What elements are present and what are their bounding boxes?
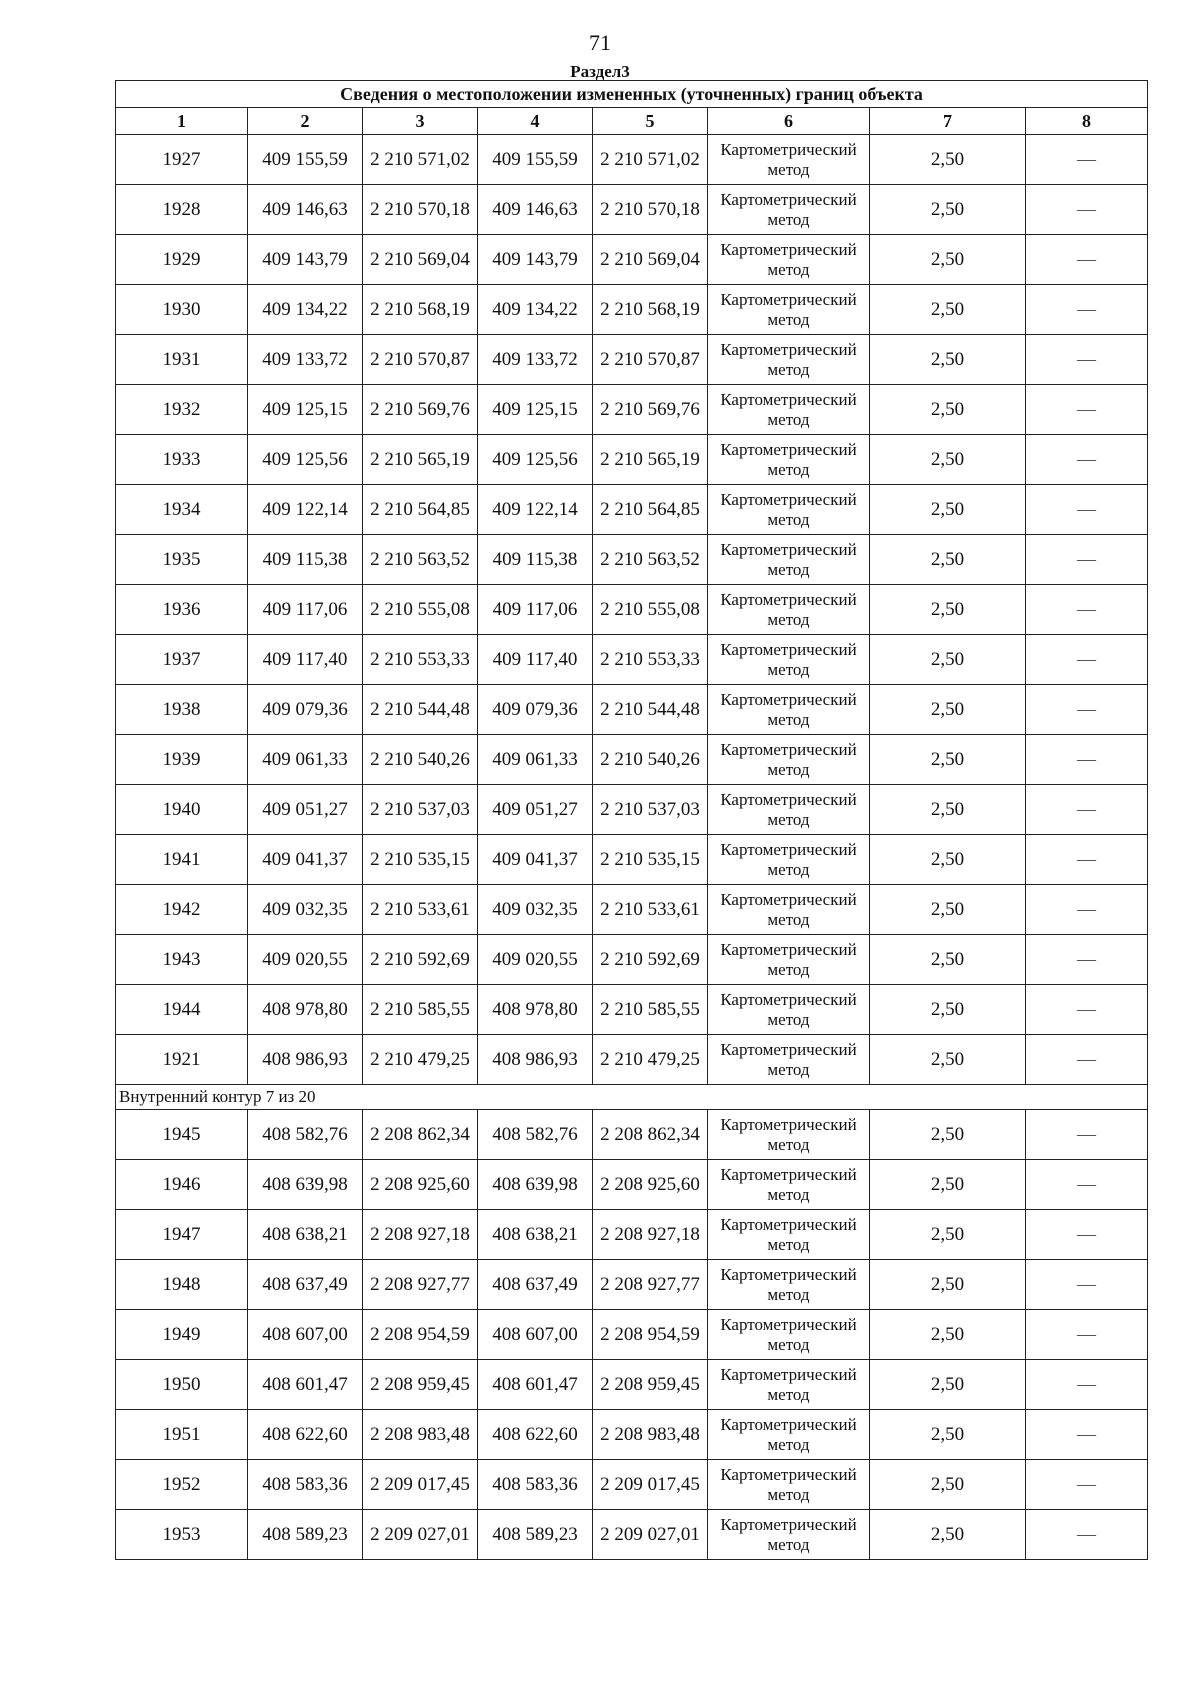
point-number-cell: 1953 (116, 1510, 248, 1560)
x-new-cell: 409 061,33 (478, 735, 593, 785)
x-new-cell: 409 051,27 (478, 785, 593, 835)
accuracy-cell: 2,50 (870, 785, 1026, 835)
table-row (116, 835, 1148, 885)
note-cell: — (1026, 335, 1148, 385)
column-number-2: 2 (248, 108, 363, 135)
x-new-cell: 408 637,49 (478, 1260, 593, 1310)
table-row (116, 1410, 1148, 1460)
x-existing-cell: 409 125,15 (248, 385, 363, 435)
x-existing-cell: 408 637,49 (248, 1260, 363, 1310)
y-new-cell: 2 210 564,85 (593, 485, 708, 535)
note-cell: — (1026, 935, 1148, 985)
accuracy-cell: 2,50 (870, 1410, 1026, 1460)
y-existing-cell: 2 208 925,60 (363, 1160, 478, 1210)
table-row (116, 235, 1148, 285)
y-existing-cell: 2 210 569,76 (363, 385, 478, 435)
method-cell: Картометрический метод (708, 485, 870, 535)
method-cell: Картометрический метод (708, 1310, 870, 1360)
y-new-cell: 2 210 569,04 (593, 235, 708, 285)
column-number-1: 1 (116, 108, 248, 135)
x-existing-cell: 409 115,38 (248, 535, 363, 585)
x-new-cell: 408 638,21 (478, 1210, 593, 1260)
table-row (116, 1035, 1148, 1085)
accuracy-cell: 2,50 (870, 1510, 1026, 1560)
note-cell: — (1026, 1410, 1148, 1460)
y-existing-cell: 2 210 565,19 (363, 435, 478, 485)
accuracy-cell: 2,50 (870, 685, 1026, 735)
method-cell: Картометрический метод (708, 1410, 870, 1460)
x-existing-cell: 409 032,35 (248, 885, 363, 935)
y-new-cell: 2 209 027,01 (593, 1510, 708, 1560)
method-cell: Картометрический метод (708, 1260, 870, 1310)
column-number-4: 4 (478, 108, 593, 135)
method-cell: Картометрический метод (708, 835, 870, 885)
point-number-cell: 1940 (116, 785, 248, 835)
note-cell: — (1026, 1510, 1148, 1560)
y-new-cell: 2 208 954,59 (593, 1310, 708, 1360)
x-new-cell: 408 978,80 (478, 985, 593, 1035)
y-new-cell: 2 210 569,76 (593, 385, 708, 435)
note-cell: — (1026, 1310, 1148, 1360)
note-cell: — (1026, 635, 1148, 685)
y-existing-cell: 2 208 983,48 (363, 1410, 478, 1460)
note-cell: — (1026, 135, 1148, 185)
method-cell: Картометрический метод (708, 1110, 870, 1160)
y-new-cell: 2 210 555,08 (593, 585, 708, 635)
method-cell: Картометрический метод (708, 1210, 870, 1260)
point-number-cell: 1947 (116, 1210, 248, 1260)
method-cell: Картометрический метод (708, 935, 870, 985)
x-new-cell: 409 020,55 (478, 935, 593, 985)
accuracy-cell: 2,50 (870, 585, 1026, 635)
accuracy-cell: 2,50 (870, 935, 1026, 985)
x-existing-cell: 409 041,37 (248, 835, 363, 885)
x-existing-cell: 408 639,98 (248, 1160, 363, 1210)
method-cell: Картометрический метод (708, 1460, 870, 1510)
note-cell: — (1026, 535, 1148, 585)
table-row (116, 985, 1148, 1035)
x-existing-cell: 409 133,72 (248, 335, 363, 385)
y-new-cell: 2 210 544,48 (593, 685, 708, 735)
point-number-cell: 1952 (116, 1460, 248, 1510)
accuracy-cell: 2,50 (870, 985, 1026, 1035)
accuracy-cell: 2,50 (870, 1210, 1026, 1260)
method-cell: Картометрический метод (708, 1160, 870, 1210)
x-new-cell: 409 133,72 (478, 335, 593, 385)
table-row (116, 685, 1148, 735)
x-new-cell: 408 582,76 (478, 1110, 593, 1160)
table-row (116, 1160, 1148, 1210)
accuracy-cell: 2,50 (870, 385, 1026, 435)
x-new-cell: 409 125,15 (478, 385, 593, 435)
note-cell: — (1026, 585, 1148, 635)
accuracy-cell: 2,50 (870, 335, 1026, 385)
table-row (116, 1260, 1148, 1310)
x-new-cell: 409 146,63 (478, 185, 593, 235)
column-number-row (116, 108, 1148, 135)
x-existing-cell: 409 061,33 (248, 735, 363, 785)
x-new-cell: 409 122,14 (478, 485, 593, 535)
point-number-cell: 1934 (116, 485, 248, 535)
y-new-cell: 2 210 570,87 (593, 335, 708, 385)
x-new-cell: 409 115,38 (478, 535, 593, 585)
y-existing-cell: 2 210 568,19 (363, 285, 478, 335)
accuracy-cell: 2,50 (870, 435, 1026, 485)
x-new-cell: 409 117,40 (478, 635, 593, 685)
x-new-cell: 408 601,47 (478, 1360, 593, 1410)
x-existing-cell: 408 638,21 (248, 1210, 363, 1260)
y-existing-cell: 2 210 592,69 (363, 935, 478, 985)
accuracy-cell: 2,50 (870, 1460, 1026, 1510)
note-cell: — (1026, 1035, 1148, 1085)
y-new-cell: 2 208 927,18 (593, 1210, 708, 1260)
y-existing-cell: 2 210 479,25 (363, 1035, 478, 1085)
note-cell: — (1026, 385, 1148, 435)
table-row (116, 185, 1148, 235)
x-existing-cell: 408 978,80 (248, 985, 363, 1035)
accuracy-cell: 2,50 (870, 185, 1026, 235)
point-number-cell: 1944 (116, 985, 248, 1035)
accuracy-cell: 2,50 (870, 1110, 1026, 1160)
note-cell: — (1026, 1210, 1148, 1260)
y-existing-cell: 2 210 540,26 (363, 735, 478, 785)
point-number-cell: 1932 (116, 385, 248, 435)
x-existing-cell: 409 143,79 (248, 235, 363, 285)
note-cell: — (1026, 1110, 1148, 1160)
method-cell: Картометрический метод (708, 685, 870, 735)
point-number-cell: 1946 (116, 1160, 248, 1210)
method-cell: Картометрический метод (708, 335, 870, 385)
method-cell: Картометрический метод (708, 235, 870, 285)
y-existing-cell: 2 210 555,08 (363, 585, 478, 635)
y-existing-cell: 2 208 927,77 (363, 1260, 478, 1310)
point-number-cell: 1943 (116, 935, 248, 985)
table-row (116, 485, 1148, 535)
x-existing-cell: 408 601,47 (248, 1360, 363, 1410)
table-row (116, 1360, 1148, 1410)
table-row (116, 585, 1148, 635)
x-existing-cell: 409 117,06 (248, 585, 363, 635)
column-number-3: 3 (363, 108, 478, 135)
accuracy-cell: 2,50 (870, 485, 1026, 535)
y-existing-cell: 2 208 959,45 (363, 1360, 478, 1410)
y-new-cell: 2 210 479,25 (593, 1035, 708, 1085)
accuracy-cell: 2,50 (870, 835, 1026, 885)
table-title: Сведения о местоположении измененных (уточненных) границ объекта (116, 81, 1148, 108)
table-row (116, 1110, 1148, 1160)
method-cell: Картометрический метод (708, 1360, 870, 1410)
y-new-cell: 2 210 585,55 (593, 985, 708, 1035)
y-new-cell: 2 210 540,26 (593, 735, 708, 785)
table-body (116, 135, 1148, 1560)
x-new-cell: 408 589,23 (478, 1510, 593, 1560)
y-new-cell: 2 210 565,19 (593, 435, 708, 485)
table-row (116, 285, 1148, 335)
x-new-cell: 409 041,37 (478, 835, 593, 885)
y-existing-cell: 2 210 570,18 (363, 185, 478, 235)
x-existing-cell: 409 146,63 (248, 185, 363, 235)
y-existing-cell: 2 210 537,03 (363, 785, 478, 835)
accuracy-cell: 2,50 (870, 135, 1026, 185)
note-cell: — (1026, 835, 1148, 885)
y-new-cell: 2 208 959,45 (593, 1360, 708, 1410)
x-existing-cell: 409 079,36 (248, 685, 363, 735)
accuracy-cell: 2,50 (870, 235, 1026, 285)
y-existing-cell: 2 209 017,45 (363, 1460, 478, 1510)
x-existing-cell: 409 051,27 (248, 785, 363, 835)
x-existing-cell: 409 020,55 (248, 935, 363, 985)
point-number-cell: 1930 (116, 285, 248, 335)
column-number-6: 6 (708, 108, 870, 135)
y-new-cell: 2 208 983,48 (593, 1410, 708, 1460)
accuracy-cell: 2,50 (870, 1310, 1026, 1360)
x-new-cell: 409 134,22 (478, 285, 593, 335)
x-existing-cell: 408 607,00 (248, 1310, 363, 1360)
note-cell: — (1026, 735, 1148, 785)
x-new-cell: 408 986,93 (478, 1035, 593, 1085)
x-existing-cell: 409 155,59 (248, 135, 363, 185)
y-existing-cell: 2 210 553,33 (363, 635, 478, 685)
method-cell: Картометрический метод (708, 185, 870, 235)
method-cell: Картометрический метод (708, 135, 870, 185)
table-row (116, 1310, 1148, 1360)
table-row (116, 135, 1148, 185)
note-cell: — (1026, 1460, 1148, 1510)
note-cell: — (1026, 485, 1148, 535)
y-new-cell: 2 210 533,61 (593, 885, 708, 935)
point-number-cell: 1921 (116, 1035, 248, 1085)
y-existing-cell: 2 210 563,52 (363, 535, 478, 585)
x-new-cell: 409 155,59 (478, 135, 593, 185)
point-number-cell: 1950 (116, 1360, 248, 1410)
point-number-cell: 1939 (116, 735, 248, 785)
column-number-7: 7 (870, 108, 1026, 135)
point-number-cell: 1942 (116, 885, 248, 935)
y-new-cell: 2 208 927,77 (593, 1260, 708, 1310)
section-title: Раздел3 (570, 62, 630, 81)
boundary-coordinates-table (115, 80, 1148, 1560)
table-row (116, 385, 1148, 435)
y-existing-cell: 2 210 569,04 (363, 235, 478, 285)
table-row (116, 885, 1148, 935)
accuracy-cell: 2,50 (870, 285, 1026, 335)
y-existing-cell: 2 210 570,87 (363, 335, 478, 385)
x-existing-cell: 408 986,93 (248, 1035, 363, 1085)
point-number-cell: 1935 (116, 535, 248, 585)
column-number-5: 5 (593, 108, 708, 135)
x-existing-cell: 409 125,56 (248, 435, 363, 485)
contour-label: Внутренний контур 7 из 20 (116, 1085, 1148, 1110)
x-existing-cell: 408 589,23 (248, 1510, 363, 1560)
y-existing-cell: 2 208 954,59 (363, 1310, 478, 1360)
accuracy-cell: 2,50 (870, 1035, 1026, 1085)
note-cell: — (1026, 885, 1148, 935)
y-new-cell: 2 210 570,18 (593, 185, 708, 235)
note-cell: — (1026, 285, 1148, 335)
x-new-cell: 409 125,56 (478, 435, 593, 485)
x-new-cell: 409 032,35 (478, 885, 593, 935)
method-cell: Картометрический метод (708, 585, 870, 635)
method-cell: Картометрический метод (708, 785, 870, 835)
accuracy-cell: 2,50 (870, 885, 1026, 935)
note-cell: — (1026, 435, 1148, 485)
table-row (116, 1510, 1148, 1560)
note-cell: — (1026, 185, 1148, 235)
column-number-8: 8 (1026, 108, 1148, 135)
y-existing-cell: 2 210 533,61 (363, 885, 478, 935)
point-number-cell: 1945 (116, 1110, 248, 1160)
y-existing-cell: 2 210 585,55 (363, 985, 478, 1035)
y-existing-cell: 2 209 027,01 (363, 1510, 478, 1560)
y-new-cell: 2 208 925,60 (593, 1160, 708, 1210)
x-existing-cell: 408 582,76 (248, 1110, 363, 1160)
point-number-cell: 1938 (116, 685, 248, 735)
method-cell: Картометрический метод (708, 985, 870, 1035)
accuracy-cell: 2,50 (870, 535, 1026, 585)
note-cell: — (1026, 1160, 1148, 1210)
y-existing-cell: 2 210 535,15 (363, 835, 478, 885)
x-new-cell: 408 607,00 (478, 1310, 593, 1360)
accuracy-cell: 2,50 (870, 735, 1026, 785)
x-existing-cell: 408 583,36 (248, 1460, 363, 1510)
table-row (116, 1210, 1148, 1260)
method-cell: Картометрический метод (708, 385, 870, 435)
accuracy-cell: 2,50 (870, 1360, 1026, 1410)
point-number-cell: 1948 (116, 1260, 248, 1310)
point-number-cell: 1927 (116, 135, 248, 185)
method-cell: Картометрический метод (708, 635, 870, 685)
y-new-cell: 2 208 862,34 (593, 1110, 708, 1160)
point-number-cell: 1941 (116, 835, 248, 885)
y-new-cell: 2 210 568,19 (593, 285, 708, 335)
method-cell: Картометрический метод (708, 285, 870, 335)
y-existing-cell: 2 208 862,34 (363, 1110, 478, 1160)
note-cell: — (1026, 1360, 1148, 1410)
y-existing-cell: 2 210 544,48 (363, 685, 478, 735)
y-new-cell: 2 210 537,03 (593, 785, 708, 835)
x-new-cell: 408 622,60 (478, 1410, 593, 1460)
accuracy-cell: 2,50 (870, 635, 1026, 685)
x-existing-cell: 409 134,22 (248, 285, 363, 335)
point-number-cell: 1949 (116, 1310, 248, 1360)
x-new-cell: 409 079,36 (478, 685, 593, 735)
method-cell: Картометрический метод (708, 735, 870, 785)
table-row (116, 735, 1148, 785)
point-number-cell: 1928 (116, 185, 248, 235)
point-number-cell: 1937 (116, 635, 248, 685)
note-cell: — (1026, 1260, 1148, 1310)
method-cell: Картометрический метод (708, 435, 870, 485)
x-existing-cell: 409 117,40 (248, 635, 363, 685)
point-number-cell: 1936 (116, 585, 248, 635)
method-cell: Картометрический метод (708, 1510, 870, 1560)
method-cell: Картометрический метод (708, 535, 870, 585)
y-new-cell: 2 209 017,45 (593, 1460, 708, 1510)
table-row (116, 935, 1148, 985)
point-number-cell: 1933 (116, 435, 248, 485)
table-row (116, 1460, 1148, 1510)
y-existing-cell: 2 210 571,02 (363, 135, 478, 185)
table-row (116, 335, 1148, 385)
y-new-cell: 2 210 535,15 (593, 835, 708, 885)
y-existing-cell: 2 210 564,85 (363, 485, 478, 535)
table-row (116, 785, 1148, 835)
accuracy-cell: 2,50 (870, 1260, 1026, 1310)
method-cell: Картометрический метод (708, 885, 870, 935)
note-cell: — (1026, 235, 1148, 285)
x-new-cell: 409 117,06 (478, 585, 593, 635)
x-existing-cell: 408 622,60 (248, 1410, 363, 1460)
x-new-cell: 409 143,79 (478, 235, 593, 285)
y-new-cell: 2 210 563,52 (593, 535, 708, 585)
table-row (116, 635, 1148, 685)
note-cell: — (1026, 685, 1148, 735)
point-number-cell: 1951 (116, 1410, 248, 1460)
method-cell: Картометрический метод (708, 1035, 870, 1085)
x-new-cell: 408 583,36 (478, 1460, 593, 1510)
y-new-cell: 2 210 592,69 (593, 935, 708, 985)
y-existing-cell: 2 208 927,18 (363, 1210, 478, 1260)
accuracy-cell: 2,50 (870, 1160, 1026, 1210)
x-existing-cell: 409 122,14 (248, 485, 363, 535)
contour-group-row (116, 1085, 1148, 1110)
table-row (116, 535, 1148, 585)
point-number-cell: 1929 (116, 235, 248, 285)
x-new-cell: 408 639,98 (478, 1160, 593, 1210)
point-number-cell: 1931 (116, 335, 248, 385)
y-new-cell: 2 210 571,02 (593, 135, 708, 185)
table-row (116, 435, 1148, 485)
page-number: 71 (589, 30, 611, 55)
note-cell: — (1026, 985, 1148, 1035)
y-new-cell: 2 210 553,33 (593, 635, 708, 685)
note-cell: — (1026, 785, 1148, 835)
